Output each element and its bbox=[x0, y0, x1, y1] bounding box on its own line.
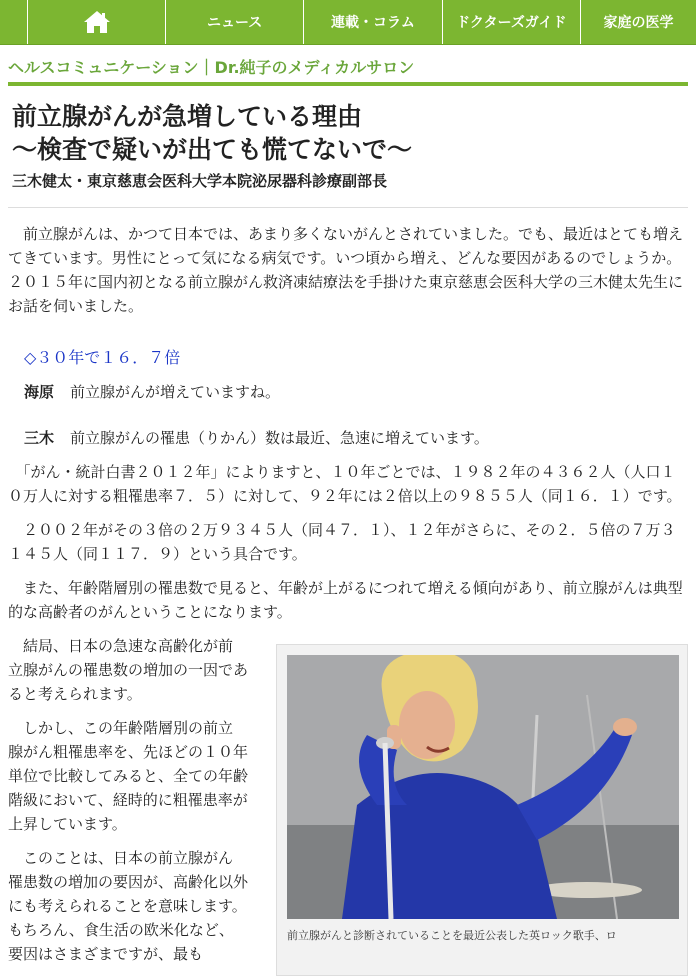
article-header bbox=[12, 100, 684, 191]
dialog-line bbox=[8, 380, 688, 404]
header-divider bbox=[8, 207, 688, 208]
paragraph: 「がん・統計白書２０１２年」によりますと、１０年ごとでは、１９８２年の４３６２人（人口１０万人に対する粗罹患率７．５）に対して、９２年には２倍以上の９８５５人（同１６．１）です。 bbox=[8, 463, 682, 505]
section-heading: ◇３０年で１６．７倍 bbox=[24, 348, 181, 367]
home-icon bbox=[83, 10, 111, 34]
figure-caption: 前立腺がんと診断されていることを最近公表した英ロック歌手、ロ bbox=[287, 929, 617, 942]
article-body bbox=[8, 222, 688, 976]
paragraph: ２００２年がその３倍の２万９３４５人（同４７．１）、１２年がさらに、その２．５倍の７万３１４５人（同１１７．９）という具合です。 bbox=[8, 521, 676, 563]
paragraph: このことは、日本の前立腺がん罹患数の増加の要因が、高齢化以外にも考えられることを意味します。もちろん、食生活の欧米化など、要因はさまざまですが、最も bbox=[8, 849, 249, 963]
lead-paragraph: 前立腺がんは、かつて日本では、あまり多くないがんとされていました。でも、最近はとても増えてきています。男性にとって気になる病気です。いつ頃から増え、どんな要因があるのでしょうか。２０１５年に国内初となる前立腺がん救済凍結療法を手掛けた東京慈恵会医科大学の三木健太先生にお話を伺いました。 bbox=[8, 225, 684, 315]
home-button[interactable] bbox=[27, 0, 165, 44]
speaker-name: 海原 bbox=[24, 383, 55, 401]
breadcrumb[interactable]: ヘルスコミュニケーション｜Dr.純子のメディカルサロン bbox=[8, 55, 688, 86]
paragraph: 結局、日本の急速な高齢化が前立腺がんの罹患数の増加の一因であると考えられます。 bbox=[8, 637, 249, 703]
text-with-figure bbox=[8, 634, 688, 976]
paragraph: しかし、この年齢階層別の前立腺がん粗罹患率を、先ほどの１０年単位で比較してみると、全ての年齢階級において、経時的に粗罹患率が上昇しています。 bbox=[8, 719, 249, 833]
title-line-1: 前立腺がんが急増している理由 bbox=[12, 102, 363, 131]
singer-photo[interactable] bbox=[287, 655, 679, 919]
speaker-name: 三木 bbox=[24, 429, 55, 447]
nav-column[interactable]: 連載・コラム bbox=[303, 0, 441, 44]
article-title bbox=[12, 100, 684, 166]
top-nav bbox=[0, 0, 696, 45]
side-text bbox=[8, 634, 248, 976]
dialog-line bbox=[8, 426, 688, 450]
dialog-text: 前立腺がんが増えていますね。 bbox=[70, 383, 281, 401]
article-author: 三木健太・東京慈恵会医科大学本院泌尿器科診療副部長 bbox=[12, 172, 388, 190]
nav-doctors-guide[interactable]: ドクターズガイド bbox=[442, 0, 580, 44]
nav-news[interactable]: ニュース bbox=[165, 0, 303, 44]
title-line-2: 〜検査で疑いが出ても慌てないで〜 bbox=[12, 135, 413, 164]
nav-home-medicine[interactable]: 家庭の医学 bbox=[580, 0, 696, 44]
article-figure bbox=[276, 644, 688, 976]
dialog-text: 前立腺がんの罹患（りかん）数は最近、急速に増えています。 bbox=[70, 429, 489, 447]
photo-illustration bbox=[287, 655, 679, 919]
paragraph: また、年齢階層別の罹患数で見ると、年齢が上がるにつれて増える傾向があり、前立腺がんは典型的な高齢者のがんということになります。 bbox=[8, 579, 683, 621]
